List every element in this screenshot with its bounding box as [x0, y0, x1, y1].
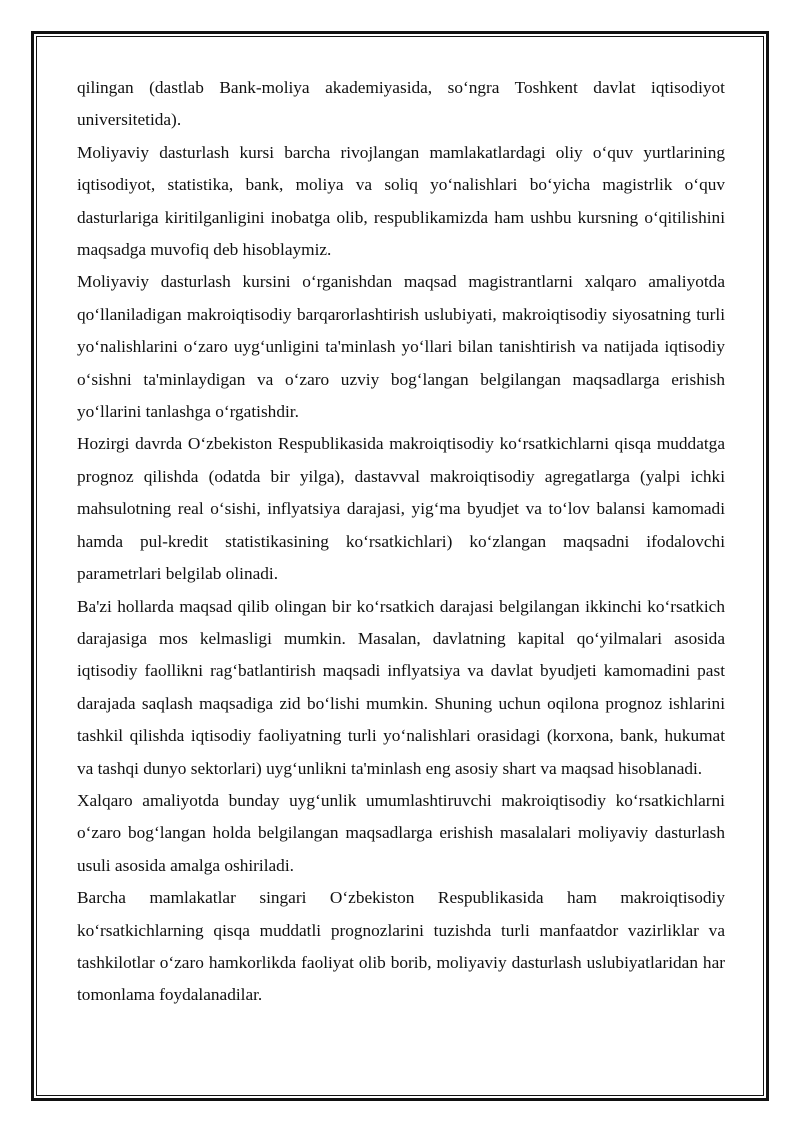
paragraph-1: qilingan (dastlab Bank-moliya akademiyasida, so‘ngra Toshkent davlat iqtisodiyot universitetida).: [77, 78, 725, 130]
paragraph-5: Ba'zi hollarda maqsad qilib olingan bir ko‘rsatkich darajasi belgilangan ikkinchi ko‘rsatkich darajasiga mos kelmasligi mumkin. Masalan, davlatning kapital qo‘yilmalari asosida iqtisodiy faollikni rag‘batlantirish maqsadi inflyatsiya va davlat byudjeti kamomadini past darajada saqlash maqsadiga zid bo‘lishi mumkin. Shuning uchun oqilona prognoz ishlarini tashkil qilishda iqtisodiy faoliyatning turli yo‘nalishlari orasidagi (korxona, bank, hukumat va tashqi dunyo sektorlari) uyg‘unlikni ta'minlash eng asosiy shart va maqsad hisoblanadi.: [77, 596, 725, 778]
paragraph-7: Barcha mamlakatlar singari O‘zbekiston Respublikasida ham makroiqtisodiy ko‘rsatkichlarning qisqa muddatli prognozlarini tuzishda turli manfaatdor vazirliklar va tashkilotlar o‘zaro hamkorlikda faoliyat olib borib, moliyaviy dasturlash uslubiyatlaridan har tomonlama foydalanadilar.: [77, 888, 725, 1005]
document-body: [77, 72, 725, 1012]
paragraph-6: Xalqaro amaliyotda bunday uyg‘unlik umumlashtiruvchi makroiqtisodiy ko‘rsatkichlarni o‘zaro bog‘langan holda belgilangan maqsadlarga erishish masalalari moliyaviy dasturlash usuli asosida amalga oshiriladi.: [77, 790, 725, 875]
paragraph-2: Moliyaviy dasturlash kursi barcha rivojlangan mamlakatlardagi oliy o‘quv yurtlarining iqtisodiyot, statistika, bank, moliya va soliq yo‘nalishlari bo‘yicha magistrlik o‘quv dasturlariga kiritilganligini inobatga olib, respublikamizda ham ushbu kursning o‘qitilishini maqsadga muvofiq deb hisoblaymiz.: [77, 142, 725, 260]
paragraph-4: Hozirgi davrda O‘zbekiston Respublikasida makroiqtisodiy ko‘rsatkichlarni qisqa muddatga prognoz qilishda (odatda bir yilga), dastavval makroiqtisodiy agregatlarga (yalpi ichki mahsulotning real o‘sishi, inflyatsiya darajasi, yig‘ma byudjet va to‘lov balansi kamomadi hamda pul-kredit statistikasining ko‘rsatkichlari) ko‘zlangan maqsadni ifodalovchi parametrlari belgilab olinadi.: [77, 434, 725, 584]
paragraph-3: Moliyaviy dasturlash kursini o‘rganishdan maqsad magistrantlarni xalqaro amaliyotda qo‘llaniladigan makroiqtisodiy barqarorlashtirish uslubiyati, makroiqtisodiy siyosatning turli yo‘nalishlarini o‘zaro uyg‘unligini ta'minlash yo‘llari bilan tanishtirish va natijada iqtisodiy o‘sishni ta'minlaydigan va o‘zaro uzviy bog‘langan belgilangan maqsadlarga erishish yo‘llarini tanlashga o‘rgatishdir.: [77, 272, 725, 422]
